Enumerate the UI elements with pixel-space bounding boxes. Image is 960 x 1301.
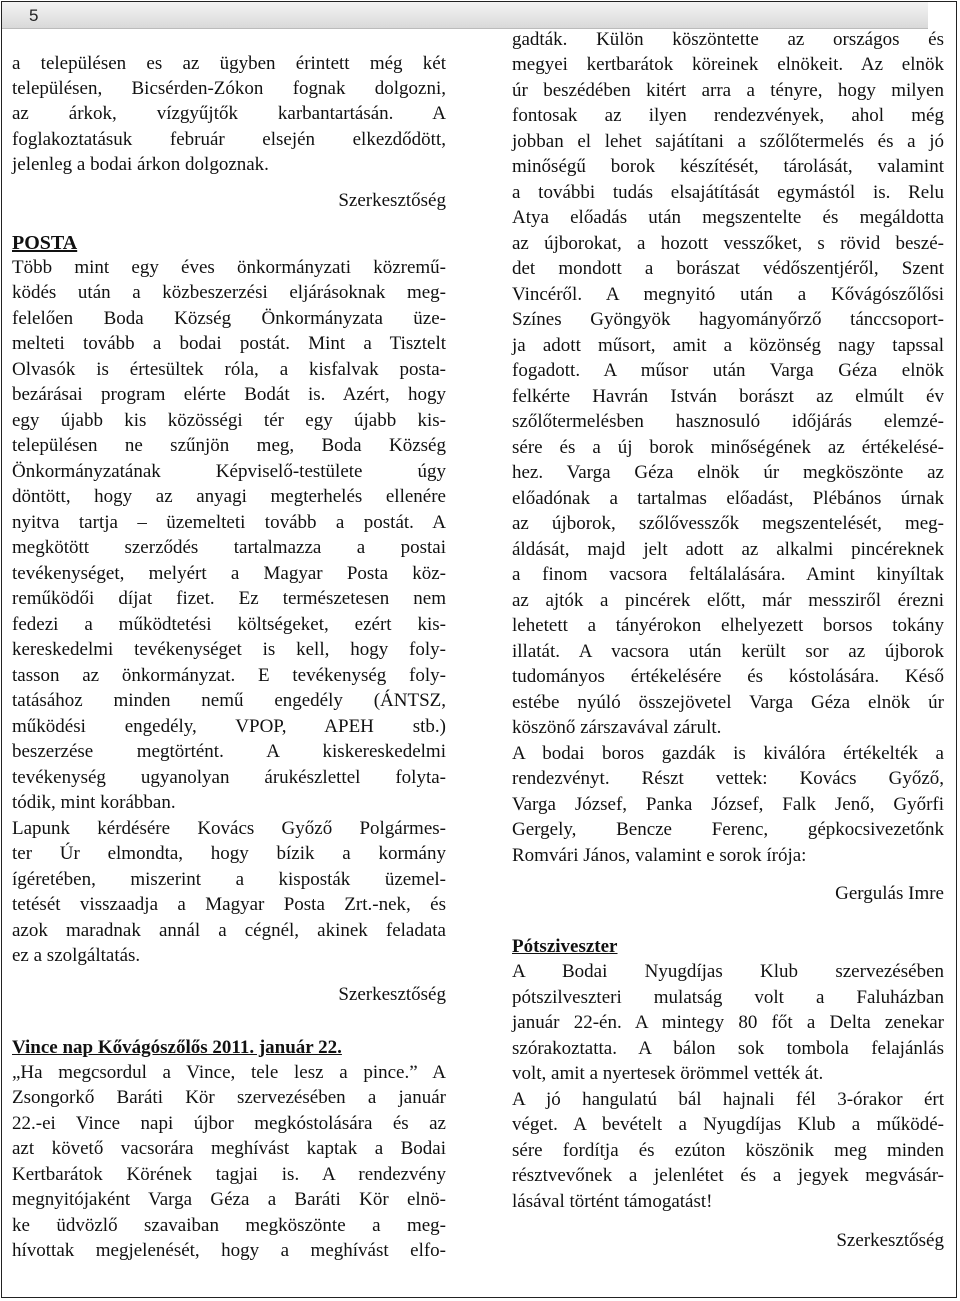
vince-cont-line: fontosak az ilyen rendezvények, ahol még — [512, 105, 944, 126]
signature: Szerkesztőség — [836, 1230, 944, 1251]
vince-cont-line: megyei kertbarátok köreinek elnökeit. Az elnök — [512, 54, 944, 75]
vince-cont-line: az újborok, szőlővesszők megszentelését, meg- — [512, 513, 944, 534]
potszil-line: pótszilveszteri mulatság volt a Faluházban — [512, 987, 944, 1008]
posta-line: Önkormányzatának Képviselő-testülete úgy — [12, 461, 446, 482]
signature: Szerkesztőség — [338, 984, 446, 1005]
intro-line: jelenleg a bodai árkon dolgoznak. — [12, 154, 269, 175]
posta-line: bezárásai program elérte Bodát is. Azért, hogy — [12, 384, 446, 405]
vince-cont-line: előadónak a tartalmas előadást, Plébános úrnak — [512, 488, 944, 509]
posta-line: nyitva tartja – üzemelteti tovább a postát. A — [12, 512, 446, 533]
posta-line: fedezi a működtetési költségeket, ezért kis- — [12, 614, 446, 635]
potszil-line: január 22-én. A mintegy 80 főt a Delta zenekar — [512, 1012, 944, 1033]
vince-line: Kertbarátok Körének tagjai is. A rendezvény — [12, 1164, 446, 1185]
vince-heading: Vince nap Kővágószőlős 2011. január 22. — [12, 1037, 342, 1058]
page-number: 5 — [29, 6, 39, 25]
posta-line: ez a szolgáltatás. — [12, 945, 141, 966]
potszil-line: szórakoztatta. A bálon sok tombola felajánlás — [512, 1038, 944, 1059]
posta-line: melteti tovább a bodai postát. Mint a Tisztelt — [12, 333, 446, 354]
posta-line: azok maradnak annál a cégnél, akinek feladata — [12, 920, 446, 941]
vince-cont-line: Gergely, Bencze Ferenc, gépkocsivezetőnk — [512, 819, 944, 840]
posta-line: Lapunk kérdésére Kovács Győző Polgármes- — [12, 818, 446, 839]
vince-line: hívottak megjelenését, hogy a meghívást elfo- — [12, 1240, 446, 1261]
vince-cont-line: szőlőtermelésben hasznosuló időjárás elemzé- — [512, 411, 944, 432]
posta-line: tevékenységet, melyért a Magyar Posta köz- — [12, 563, 446, 584]
posta-line: tevékenység ugyanolyan árukészlettel folyta- — [12, 767, 446, 788]
posta-line: felelően Boda Község Önkormányzata üze- — [12, 308, 446, 329]
posta-heading: POSTA — [12, 232, 78, 254]
vince-cont-line: áldását, majd jelt adott az alkalmi pincéreknek — [512, 539, 944, 560]
posta-line: kereskedelmi tevékenységet is kell, hogy foly- — [12, 639, 446, 660]
posta-line: Több mint egy éves önkormányzati közremű- — [12, 257, 446, 278]
vince-cont-line: illatát. A vacsora után került sor az újborok — [512, 641, 944, 662]
posta-line: döntött, hogy az anyagi megterhelés ellenére — [12, 486, 446, 507]
posta-line: ígéretében, miszerint a kisposták üzemel- — [12, 869, 446, 890]
vince-cont-line: Atya előadás után megszentelte és megáldotta — [512, 207, 944, 228]
potszil-line: résztvevőnek a jelenlétet és a jegyek megvásár- — [512, 1165, 944, 1186]
vince-cont-line: Romvári János, valamint e sorok írója: — [512, 845, 807, 866]
posta-line: tódik, mint korábban. — [12, 792, 176, 813]
potszil-line: A jó hangulatú bál hajnali fél 3-órakor ért — [512, 1089, 944, 1110]
vince-cont-line: felkérte Havrán István borászt az elmúlt év — [512, 386, 944, 407]
posta-line: reműködői díjat fizet. Ez természetesen nem — [12, 588, 446, 609]
posta-line: ter Úr elmondta, hogy bízik a kormány — [12, 843, 446, 864]
signature: Szerkesztőség — [338, 190, 446, 211]
vince-line: 22.-ei Vince napi újbor megkóstolására és az — [12, 1113, 446, 1134]
vince-line: ke üdvözlő szavaiban megköszönte a meg- — [12, 1215, 446, 1236]
vince-cont-line: sére és a új borok minőségének az értékelésé- — [512, 437, 944, 458]
posta-line: működési engedély, VPOP, APEH stb.) — [12, 716, 446, 737]
posta-line: Olvasók is értesültek róla, a kisfalvak posta- — [12, 359, 446, 380]
posta-line: tatásához minden nemű engedély (ÁNTSZ, — [12, 690, 446, 711]
vince-line: azt követő vacsorára meghívást kaptak a Bodai — [12, 1138, 446, 1159]
vince-cont-line: a további tudás elsajátítását egymástól is. Relu — [512, 182, 944, 203]
vince-cont-line: hez. Varga Géza elnök úr megköszönte az — [512, 462, 944, 483]
vince-cont-line: jobban el lehet sajátítani a szőlőtermelés és a jó — [512, 131, 944, 152]
potszil-line: véget. A bevételt a Nyugdíjas Klub a működé- — [512, 1114, 944, 1135]
vince-cont-line: Varga József, Panka József, Falk Jenő, Győrfi — [512, 794, 944, 815]
vince-cont-line: tudományos értékelésére és kóstolására. Késő — [512, 666, 944, 687]
posta-line: beszerzése megtörtént. A kiskereskedelmi — [12, 741, 446, 762]
posta-line: tetését visszaadja a Magyar Posta Zrt.-nek, és — [12, 894, 446, 915]
vince-cont-line: estébe nyúló összejövetel Varga Géza elnök úr — [512, 692, 944, 713]
author-signature: Gergulás Imre — [835, 883, 944, 904]
posta-line: tasson az önkormányzat. E tevékenység foly- — [12, 665, 446, 686]
vince-cont-line: rendezvényt. Részt vettek: Kovács Győző, — [512, 768, 944, 789]
vince-cont-line: Színes Gyöngyök hagyományőrző tánccsoport- — [512, 309, 944, 330]
posta-line: egy újabb kis közösségi tér egy újabb kis- — [12, 410, 446, 431]
posta-line: településen ne szűnjön meg, Boda Község — [12, 435, 446, 456]
vince-cont-line: köszönő zárszavával zárult. — [512, 717, 722, 738]
vince-cont-line: az újborokat, a hozott vesszőket, s rövid beszé- — [512, 233, 944, 254]
posta-line: megkötött szerződés tartalmazza a postai — [12, 537, 446, 558]
vince-cont-line: az ajtók a pincérek előtt, már messziről érezni — [512, 590, 944, 611]
vince-line: Zsongorkő Baráti Kör szervezésében a január — [12, 1087, 446, 1108]
vince-line: „Ha megcsordul a Vince, tele lesz a pince.” A — [12, 1062, 446, 1083]
vince-cont-line: gadták. Külön köszöntette az országos és — [512, 29, 944, 50]
potszil-line: volt, amit a nyertesek örömmel vették át. — [512, 1063, 824, 1084]
vince-cont-line: ja adott műsort, amit a közönség nagy tapssal — [512, 335, 944, 356]
intro-line: foglakoztatásuk február elsején elkezdődött, — [12, 129, 446, 150]
intro-line: a településen es az ügyben érintett még két — [12, 53, 446, 74]
vince-cont-line: a finom vacsora feltálalására. Amint kinyíltak — [512, 564, 944, 585]
intro-line: az árkok, vízgyűjtők karbantartásán. A — [12, 103, 446, 124]
vince-cont-line: fogadott. A műsor után Varga Géza elnök — [512, 360, 944, 381]
vince-line: megnyitójaként Varga Géza a Baráti Kör elnö- — [12, 1189, 446, 1210]
potszil-line: sére fordítja és ezúton köszönik meg minden — [512, 1140, 944, 1161]
page-header-bar — [2, 2, 928, 29]
vince-cont-line: minőségű borok készítését, tárolását, valamint — [512, 156, 944, 177]
potszil-line: lásával történt támogatást! — [512, 1191, 713, 1212]
vince-cont-line: det mondott a borászat védőszentjéről, Szent — [512, 258, 944, 279]
posta-line: ködés után a közbeszerzési eljárásoknak meg- — [12, 282, 446, 303]
intro-line: településen, Bicsérden-Zókon fognak dolgozni, — [12, 78, 446, 99]
vince-cont-line: lehetett a tányérokon elhelyezett borsos tokány — [512, 615, 944, 636]
vince-cont-line: Vincéről. A megnyitó után a Kővágószőlősi — [512, 284, 944, 305]
potszil-heading: Pótsziveszter — [512, 936, 618, 957]
vince-cont-line: úr beszédében kitért arra a tényre, hogy milyen — [512, 80, 944, 101]
vince-cont-line: A bodai boros gazdák is kiválóra értékelték a — [512, 743, 944, 764]
potszil-line: A Bodai Nyugdíjas Klub szervezésében — [512, 961, 944, 982]
